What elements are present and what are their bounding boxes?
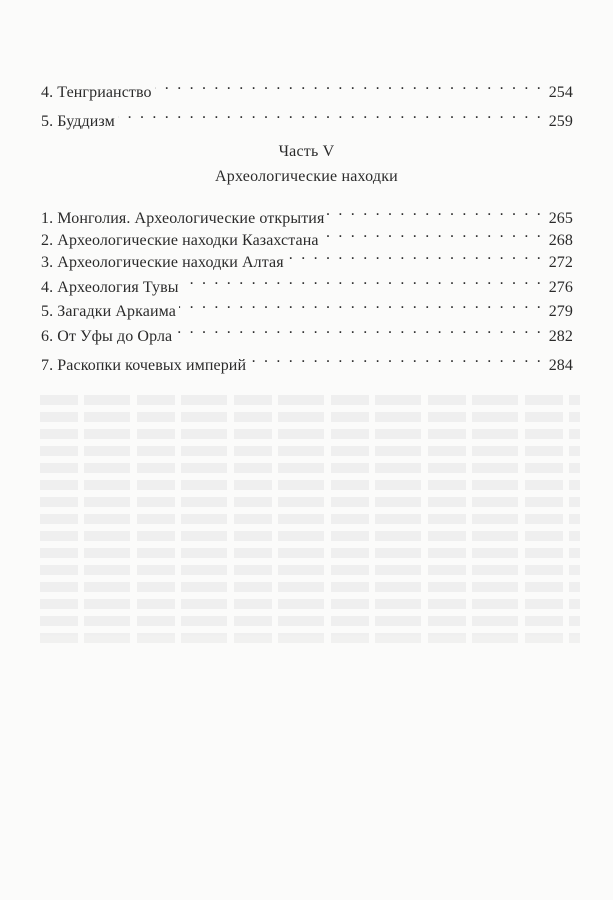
toc-entry[interactable] <box>41 221 573 249</box>
toc-entry-page: 279 <box>548 303 573 320</box>
toc-entry-page: 268 <box>548 232 573 249</box>
toc-entry-title: 5. Загадки Аркаима <box>41 303 176 320</box>
toc-entry[interactable] <box>41 268 573 296</box>
toc-entry[interactable] <box>41 292 573 320</box>
toc-entry-page: 254 <box>548 84 573 101</box>
toc-entry[interactable] <box>41 317 573 345</box>
toc-entry-title: 4. Тенгрианство <box>41 84 152 101</box>
dot-leader <box>118 102 543 126</box>
show-through-texture <box>40 395 580 650</box>
toc-entry-page: 276 <box>548 279 573 296</box>
dot-leader <box>327 199 543 223</box>
dot-leader <box>249 346 543 370</box>
dot-leader <box>175 317 543 341</box>
toc-entry-title: 5. Буддизм <box>41 113 115 130</box>
toc-entry-title: 1. Монголия. Археологические открытия <box>41 210 325 227</box>
toc-entry-title: 7. Раскопки кочевых империй <box>41 357 247 374</box>
toc-entry-page: 265 <box>548 210 573 227</box>
dot-leader <box>182 268 543 292</box>
toc-entry-title: 4. Археология Тувы <box>41 279 179 296</box>
dot-leader <box>179 292 543 316</box>
toc-entry-title: 3. Археологические находки Алтая <box>41 254 284 271</box>
toc-entry-title: 6. От Уфы до Орла <box>41 328 173 345</box>
toc-entry[interactable] <box>41 73 573 101</box>
dot-leader <box>287 243 543 267</box>
part-subheading: Археологические находки <box>215 168 398 185</box>
toc-entry-page: 284 <box>548 357 573 374</box>
toc-entry-page: 282 <box>548 328 573 345</box>
toc-entry-page: 259 <box>548 113 573 130</box>
toc-entry[interactable] <box>41 199 573 227</box>
toc-entry-page: 272 <box>548 254 573 271</box>
toc-entry[interactable] <box>41 243 573 271</box>
toc-entry-title: 2. Археологические находки Казахстана <box>41 232 319 249</box>
part-heading: Часть V <box>278 143 335 160</box>
toc-entry[interactable] <box>41 346 573 374</box>
dot-leader <box>155 73 543 97</box>
toc-entry[interactable] <box>41 102 573 130</box>
dot-leader <box>322 221 543 245</box>
